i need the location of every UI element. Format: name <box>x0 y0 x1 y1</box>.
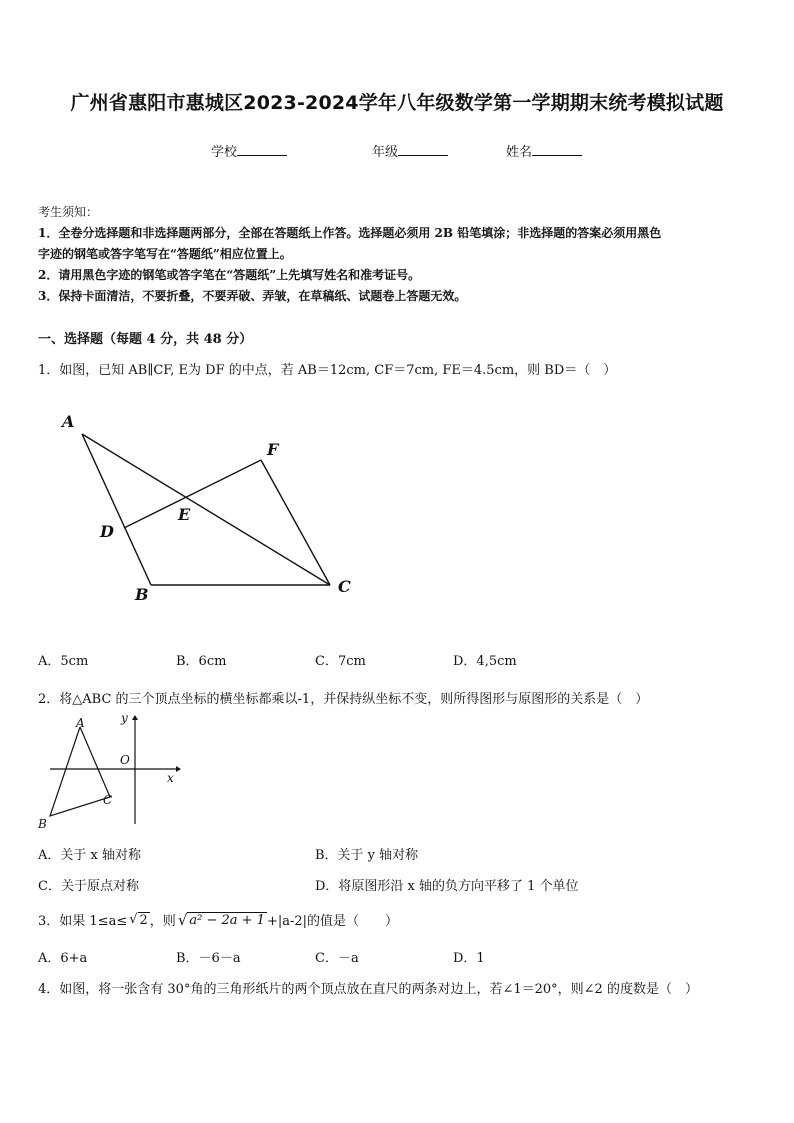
q3-option-b[interactable]: B．－6－a <box>176 951 241 966</box>
segment-fc <box>261 460 330 585</box>
fig2-label-o: O <box>120 753 130 767</box>
q1-option-c[interactable]: C．7cm <box>315 654 366 669</box>
segment-df <box>124 460 261 528</box>
segment-ab <box>82 434 151 585</box>
grade-blank[interactable] <box>398 143 448 156</box>
triangle-abc <box>50 727 113 816</box>
q3-option-d[interactable]: D．1 <box>453 951 485 966</box>
y-axis-arrow <box>132 715 138 720</box>
fig2-label-a: A <box>76 716 85 730</box>
school-blank[interactable] <box>237 143 287 156</box>
name-blank[interactable] <box>532 143 582 156</box>
q3-suffix: +|a-2|的值是（ ） <box>266 914 399 929</box>
notice-item1-line2: 字迹的钢笔或答字笔写在“答题纸”相应位置上。 <box>38 247 292 261</box>
q1-option-d[interactable]: D．4,5cm <box>453 654 517 669</box>
q2-option-c[interactable]: C．关于原点对称 <box>38 879 139 894</box>
q2-option-a[interactable]: A．关于 x 轴对称 <box>38 848 141 863</box>
grade-label: 年级 <box>372 145 399 160</box>
q3-mid: ，则 <box>149 914 176 929</box>
q3-sqrt2: 2 <box>139 912 148 928</box>
segment-ac <box>82 434 330 585</box>
label-a: A <box>62 412 75 431</box>
notice-item3: 3．保持卡面清洁，不要折叠，不要弄破、弄皱，在草稿纸、试题卷上答题无效。 <box>38 289 467 303</box>
name-label: 姓名 <box>506 145 533 160</box>
q3-prefix: 3．如果 1≤a≤ <box>38 914 128 929</box>
q1-option-a[interactable]: A．5cm <box>38 654 89 669</box>
q1-figure <box>55 405 375 610</box>
q2-text: 2．将△ABC 的三个顶点坐标的横坐标都乘以-1，并保持纵坐标不变，则所得图形与原图形的关系是（ ） <box>38 692 649 707</box>
fig2-label-b: B <box>38 817 47 831</box>
q2-option-b[interactable]: B．关于 y 轴对称 <box>315 848 419 863</box>
school-field[interactable] <box>211 141 287 160</box>
label-e: E <box>178 505 191 524</box>
q3-text <box>38 910 398 929</box>
label-b: B <box>135 585 149 604</box>
label-c: C <box>338 577 351 596</box>
sqrt-symbol-2: √ <box>177 910 188 929</box>
fig2-label-x: x <box>167 771 174 785</box>
notice-heading: 考生须知： <box>38 205 99 219</box>
notice-item2: 2．请用黑色字迹的钢笔或答字笔在“答题纸”上先填写姓名和准考证号。 <box>38 268 421 282</box>
label-f: F <box>267 440 279 459</box>
q4-text: 4．如图，将一张含有 30°角的三角形纸片的两个顶点放在直尺的两条对边上，若∠1＝20°，则∠2 的度数是（ ） <box>38 982 698 997</box>
label-d: D <box>100 522 114 541</box>
page-title: 广州省惠阳市惠城区2023-2024学年八年级数学第一学期期末统考模拟试题 <box>70 92 724 114</box>
q3-radicand: a² − 2a + 1 <box>189 912 265 928</box>
q3-option-c[interactable]: C．－a <box>315 951 359 966</box>
notice-item1-line1: 1．全卷分选择题和非选择题两部分，全部在答题纸上作答。选择题必须用 2B 铅笔填涂；非选择题的答案必须用黑色 <box>38 226 662 240</box>
q2-figure <box>36 712 186 834</box>
q1-text: 1．如图，已知 AB∥CF, E为 DF 的中点，若 AB＝12cm, CF＝7cm, FE＝4.5cm，则 BD＝（ ） <box>38 363 617 378</box>
q1-option-b[interactable]: B．6cm <box>176 654 227 669</box>
q3-option-a[interactable]: A．6+a <box>38 951 88 966</box>
name-field[interactable] <box>506 141 582 160</box>
section-heading: 一、选择题（每题 4 分，共 48 分） <box>38 332 253 347</box>
fig2-label-y: y <box>121 712 128 725</box>
sqrt-symbol: √ <box>129 912 138 927</box>
fig2-label-c: C <box>103 793 113 807</box>
x-axis-arrow <box>176 766 181 772</box>
q2-option-d[interactable]: D．将原图形沿 x 轴的负方向平移了 1 个单位 <box>315 879 579 894</box>
school-label: 学校 <box>211 145 238 160</box>
grade-field[interactable] <box>372 141 448 160</box>
